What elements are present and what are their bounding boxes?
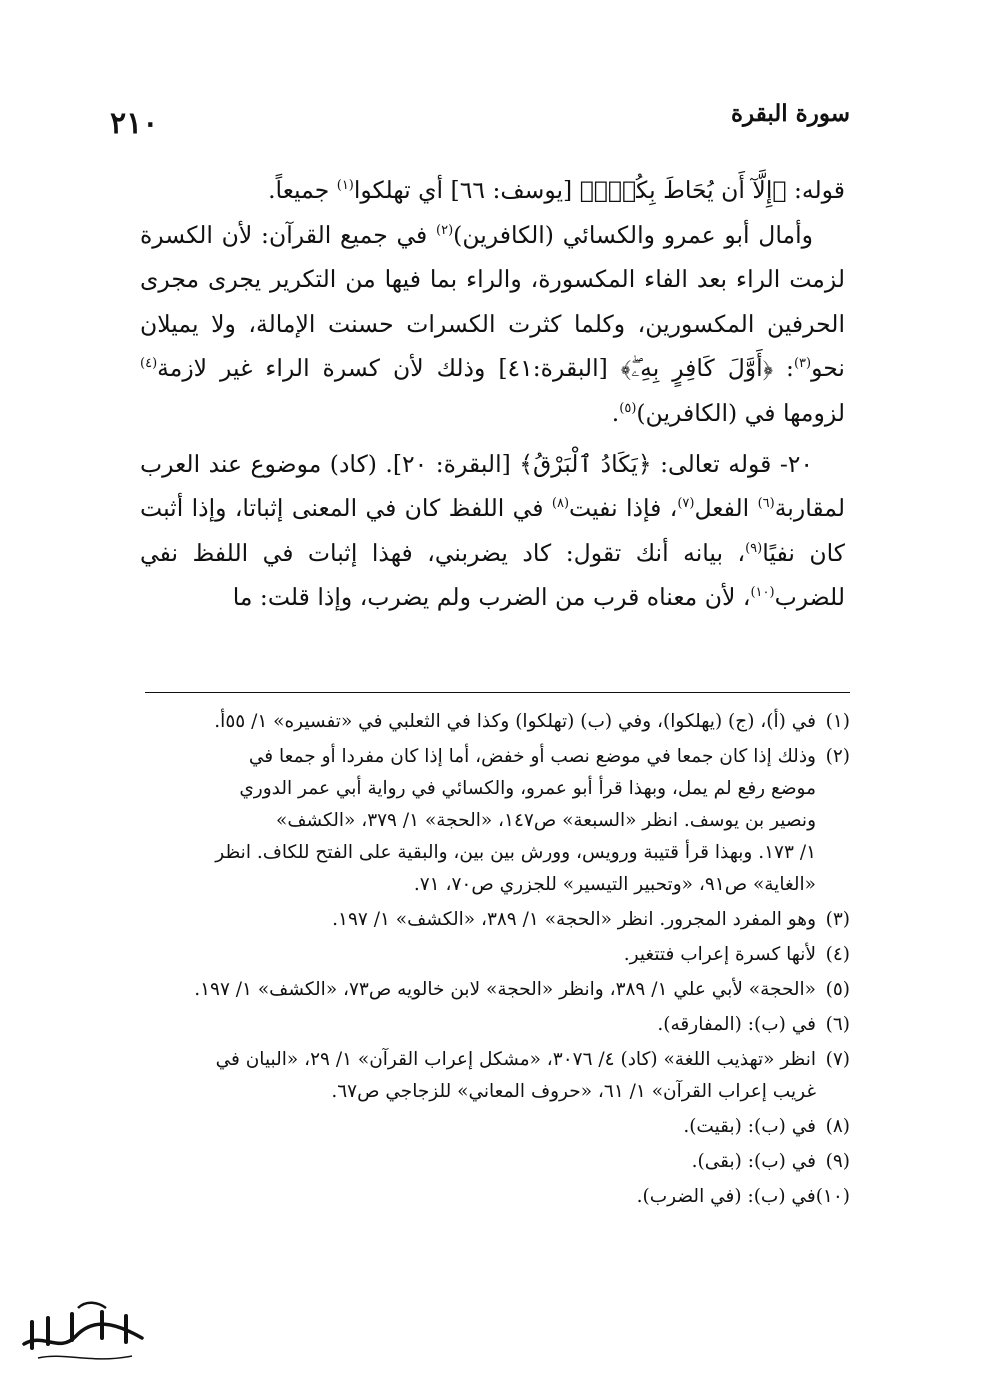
footnote-text <box>115 1181 816 1213</box>
footnotes <box>115 706 850 1216</box>
footnote-number: (١٠) <box>815 1186 850 1207</box>
text-run: ٢٠- قوله تعالى: <box>651 449 814 478</box>
footnote-line: «الحجة» لأبي علي ١/ ٣٨٩، وانظر «الحجة» لابن خالويه ص٧٣، «الكشف» ١/ ١٩٧. <box>194 979 816 1000</box>
footnote-2 <box>115 741 850 901</box>
footnote-9 <box>115 1146 850 1178</box>
footnote-line: في (ب): (بقى). <box>691 1151 816 1172</box>
footnote-8 <box>115 1111 850 1143</box>
text-run: جميعاً. <box>268 176 337 204</box>
paragraph-3 <box>140 442 845 620</box>
footnote-line: وذلك إذا كان جمعا في موضع نصب أو خفض، أما إذا كان مفردا أو جمعا في <box>248 746 816 767</box>
footnote-text <box>115 741 816 901</box>
footnote-line: ١/ ١٧٣. وبهذا قرأ قتيبة ورويس، وورش بين بين، والبقية على الفتح للكاف. انظر <box>215 842 816 863</box>
uploader-logo <box>14 1292 154 1372</box>
footnote-line: موضع رفع لم يمل، وبهذا قرأ أبو عمرو، والكسائي في رواية أبي عمر الدوري <box>239 778 816 799</box>
footnote-10 <box>115 1181 850 1213</box>
footnote-line: لأنها كسرة إعراب فتتغير. <box>623 944 816 965</box>
text-run: لزومها في (الكافرين) <box>636 398 845 427</box>
footnote-text <box>115 939 816 971</box>
footnote-line: في (ب): (المفارقه). <box>657 1014 816 1035</box>
footnote-ref-10[interactable]: (١٠) <box>750 585 775 601</box>
text-run: ، فإذا نفيت <box>569 494 678 523</box>
text-run: ، لأن معناه قرب من الضرب ولم يضرب، وإذا قلت: ما <box>232 583 751 612</box>
text-run: [يوسف: ٦٦] أي تهلكوا <box>353 176 580 204</box>
footnote-ref-8[interactable]: (٨) <box>551 496 570 512</box>
page-number: ٢١٠ <box>110 106 159 141</box>
text-run: . <box>611 398 620 427</box>
footnote-line: في (ب): (بقيت). <box>683 1116 816 1137</box>
footnote-text <box>115 1111 816 1143</box>
footnote-number: (٥) <box>825 979 850 1000</box>
paragraph-1 <box>140 168 845 213</box>
quran-quote: ﴿أَوَّلَ كَافِرٍ بِهِۦۖ﴾ <box>620 354 774 383</box>
running-head: سورة البقرة <box>730 100 850 127</box>
page-header <box>110 100 850 150</box>
text-run: في جميع القرآن: لأن الكسرة لزمت الراء بعد الفاء المكسورة، والراء بما فيها من التكرير يجرى مجرى الحرفين المكسورين، وكلما كثرت الكسرات حسنت الإمالة، ولا يميلان نحو <box>140 220 845 383</box>
footnote-ref-2[interactable]: (٢) <box>436 222 454 238</box>
footnote-line: في (ب): (في الضرب). <box>636 1186 816 1207</box>
main-text <box>140 168 845 620</box>
footnote-number: (٩) <box>825 1151 850 1172</box>
footnote-line: «الغاية» ص٩١، «وتحبير التيسير» للجزري ص٧٠، ٧١. <box>413 874 816 895</box>
footnote-text <box>115 904 816 936</box>
text-run: [البقرة: ٢٠]. (كاد) موضوع عند العرب لمقاربة <box>140 449 845 523</box>
footnote-line: في (أ)، (ج) (يهلكوا)، وفي (ب) (تهلكوا) وكذا في الثعلبي في «تفسيره» ١/ ٥٥أ. <box>214 711 816 732</box>
footnote-text <box>115 1146 816 1178</box>
footnote-7 <box>115 1044 850 1108</box>
footnote-text <box>115 1044 816 1108</box>
footnote-number: (٢) <box>825 746 850 767</box>
quran-quote: ﴿إِلَّآ أَن يُحَاطَ بِكُمْۖ﴾ <box>579 176 787 204</box>
footnote-line: انظر «تهذيب اللغة» (كاد) ٤/ ٣٠٧٦، «مشكل إعراب القرآن» ١/ ٢٩، «البيان في <box>215 1049 816 1070</box>
footnote-1 <box>115 706 850 738</box>
footnote-number: (٣) <box>825 909 850 930</box>
footnote-6 <box>115 1009 850 1041</box>
footnote-line: وهو المفرد المجرور. انظر «الحجة» ١/ ٣٨٩، «الكشف» ١/ ١٩٧. <box>332 909 816 930</box>
footnote-line: ونصير بن يوسف. انظر «السبعة» ص١٤٧، «الحجة» ١/ ٣٧٩، «الكشف» <box>276 810 816 831</box>
footnote-number: (١) <box>825 711 850 732</box>
footnote-number: (٧) <box>825 1049 850 1070</box>
text-run: الفعل <box>694 494 758 523</box>
footnote-text <box>115 974 816 1006</box>
footnote-ref-6[interactable]: (٦) <box>757 496 775 512</box>
quran-quote: ﴿يَكَادُ ٱلْبَرْقُ﴾ <box>519 449 652 478</box>
footnote-line: غريب إعراب القرآن» ١/ ٦١، «حروف المعاني» للزجاجي ص٦٧. <box>331 1081 816 1102</box>
text-run: وأمال أبو عمرو والكسائي (الكافرين) <box>453 220 813 249</box>
text-run: ، بيانه أنك تقول: كاد يضربني، فهذا إثبات في اللفظ نفي للضرب <box>140 538 845 612</box>
footnote-number: (٤) <box>825 944 850 965</box>
footnote-ref-9[interactable]: (٩) <box>745 540 763 556</box>
footnote-5 <box>115 974 850 1006</box>
footnote-divider <box>145 692 850 693</box>
text-run: قوله: <box>786 176 845 204</box>
footnote-ref-3[interactable]: (٣) <box>793 356 812 372</box>
footnote-ref-7[interactable]: (٧) <box>677 496 695 512</box>
footnote-3 <box>115 904 850 936</box>
footnote-ref-5[interactable]: (٥) <box>619 401 637 417</box>
footnote-ref-1[interactable]: (١) <box>336 178 354 194</box>
footnote-ref-4[interactable]: (٤) <box>140 356 158 372</box>
paragraph-2 <box>140 213 845 436</box>
footnote-4 <box>115 939 850 971</box>
footnote-number: (٨) <box>825 1116 850 1137</box>
text-run: في اللفظ كان في المعنى إثباتا، وإذا أثبت كان نفيًا <box>140 494 845 567</box>
footnote-text <box>115 1009 816 1041</box>
footnote-number: (٦) <box>825 1014 850 1035</box>
text-run: : <box>773 354 794 383</box>
text-run: [البقرة:٤١] وذلك لأن كسرة الراء غير لازمة <box>157 354 621 383</box>
footnote-text <box>115 706 816 738</box>
